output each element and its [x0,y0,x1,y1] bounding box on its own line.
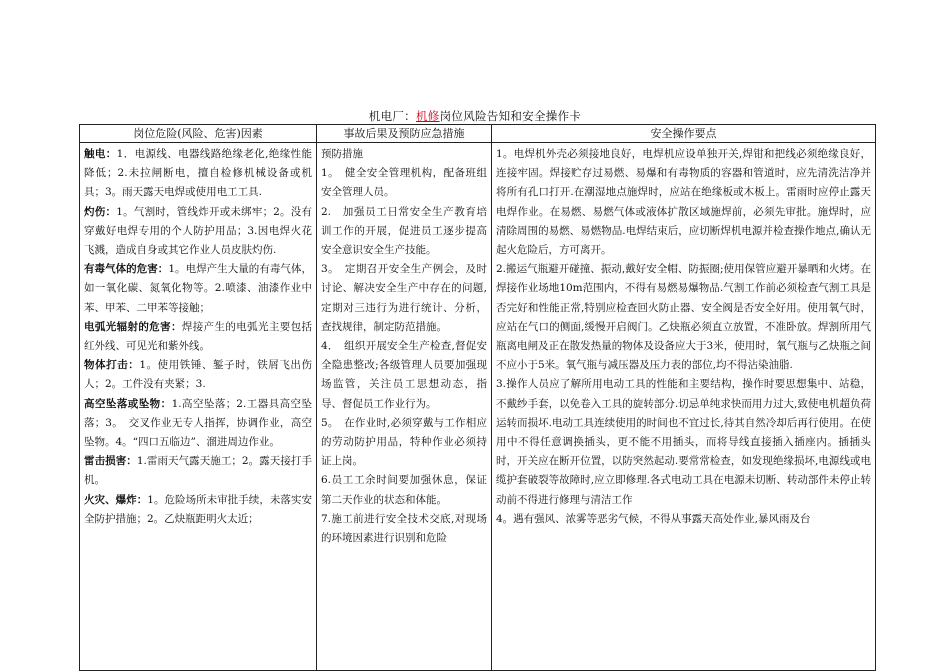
hazard-title: 电弧光辐射的危害： [84,320,182,333]
point-item: 1。电焊机外壳必须接地良好，电焊机应设单独开关,焊钳和把线必须绝缘良好，连接牢固。焊接贮存过易燃、易爆和有毒物质的容器和管道时，应先清洗洁净并将所有孔口打开.在潮湿地点施焊时，应站在绝缘板或木板上。雷雨时应停止露天电焊作业。在易燃、易燃气体或液体扩散区域施焊前，必须先审批。施焊时，应清除周围的易燃、易燃物品.电焊结束后，应切断焊机电源并检查操作地点,确认无起火危险后，方可离开。 [496,148,871,257]
hazard-title: 灼伤： [84,205,117,218]
hazard-item [84,318,312,356]
title-prefix: 机电厂： [368,109,416,123]
hazard-item [84,395,312,453]
measure-item: 2. 加强员工日常安全生产教育培训工作的开展，促进员工逐步提高安全意识安全生产技能。 [321,205,487,257]
hazards-cell [80,143,317,671]
hazard-item [84,452,312,490]
measures-cell [317,143,492,671]
hazard-item [84,145,312,203]
hazard-text: 1。气割时，管线炸开或未绑牢；2。没有穿戴好电焊专用的个人防护用品；3.因电焊火花飞溅，造成自身或其它作业人员皮肤灼伤. [84,205,312,257]
measure-item: 1。 健全安全管理机构，配备班组安全管理人员。 [321,167,487,199]
hazard-text: 1。电焊产生大量的有毒气体，如一氧化碳、氮氧化物等。2.喷漆、油漆作业中苯、甲苯、二甲苯等接触； [84,263,312,314]
hazard-text: 1．电源线、电器线路绝缘老化,绝缘性能降低；2.未拉闸断电，擅自检修机械设备或机具；3。雨天露天电焊或使用电工工具. [84,148,312,199]
hazard-text: 1。危险场所未审批手续，未落实安全防护措施；2。乙炔瓶距明火太近； [84,493,312,525]
points-cell [492,143,876,671]
risk-table [79,124,876,671]
hazard-item [84,203,312,261]
col-header-hazards: 岗位危险(风险、危害)因素 [80,125,317,143]
measure-item: 7.施工前进行安全技术交底,对现场的环境因素进行识别和危险 [321,512,487,545]
hazard-title: 火灾、爆炸： [84,493,148,506]
measure-item: 4． 组织开展安全生产检查,督促安全隐患整改;各级管理人员要加强现场监管，关注员工思想动态，指导、督促员工作业行为。 [321,340,487,410]
measure-item: 3。 定期召开安全生产例会，及时讨论、解决安全生产中存在的问题,定期对三违行为进行统计、分析，查找规律，制定防范措施。 [321,263,487,333]
col-header-points: 安全操作要点 [492,125,876,143]
hazard-title: 高空坠落或坠物： [84,397,172,410]
hazard-title: 物体打击： [84,359,140,372]
col-header-measures: 事故后果及预防应急措施 [317,125,492,143]
title-highlight: 机修 [415,109,440,123]
hazard-title: 有毒气体的危害： [84,263,169,276]
hazard-item [84,491,312,529]
hazard-item [84,356,312,394]
measure-heading: 预防措施 [321,148,363,160]
measure-item: 6.员工工余时间要加强休息，保证第二天作业的状态和体能。 [321,474,487,506]
hazard-title: 雷击损害： [84,455,137,468]
hazard-text: 1。使用铁锤、錾子时，铁屑飞出伤人；2。工件没有夹紧；3. [84,359,312,391]
table-row [80,143,876,671]
point-item: 3.操作人员应了解所用电动工具的性能和主要结构，操作时要思想集中、站稳，不戴纱手套，以免卷入工具的旋转部分.切忌单纯求快而用力过大,致使电机超负荷运转而损坏.电动工具连续使用的时间也不宜过长,待其自然冷却后再行使用。在使用中不得任意调换插头，更不能不用插头，而将导线直接插入插座内。插插头时，开关应在断开位置，以防突然起动.要常常检查，如发现绝缘损坏,电源线或电缆护套破裂等故障时,应立即修理.各式电动工具在电源未切断、转动部件未停止转动前不得进行修理与清洁工作 [496,378,871,506]
hazard-text: 1.雷雨天气露天施工；2。露天接打手机。 [84,455,312,487]
measure-item: 5。 在作业时,必须穿戴与工作相应的劳动防护用品，特种作业必须持证上岗。 [321,416,487,468]
hazard-text: 1.高空坠落；2.工器具高空坠落；3。 交叉作业无专人指挥，协调作业，高空坠物。4。“四口五临边”、溜进周边作业。 [84,397,312,449]
hazard-item [84,260,312,318]
document-title [0,109,950,123]
point-item: 4。遇有强风、浓雾等恶劣气候，不得从事露天高处作业,暴风雨及台 [496,512,811,525]
title-suffix: 岗位风险告知和安全操作卡 [439,109,582,123]
point-item: 2.搬运气瓶避开碰撞、振动,戴好安全帽、防振圈;使用保管应避开暴晒和火烤。在焊接作业场地10m范围内，不得有易燃易爆物品.气割工作前必须检查气割工具是否完好和性能正常,特别应检查回火防止器、安全阀是否安全好用。使用氧气时，应站在气口的侧面,缓慢开启阀门。乙炔瓶必须直立放置，不准卧放。焊割所用气瓶离电闸及正在散发热量的物体及设备应大于3米，使用时，氧气瓶与乙炔瓶之间不应小于5米。氧气瓶与减压器及压力表的部位,均不得沾染油脂. [496,263,871,372]
table-header-row [80,125,876,143]
hazard-text: 焊接产生的电弧光主要包括红外线、可见光和紫外线。 [84,320,312,353]
hazard-title: 触电： [84,148,117,160]
